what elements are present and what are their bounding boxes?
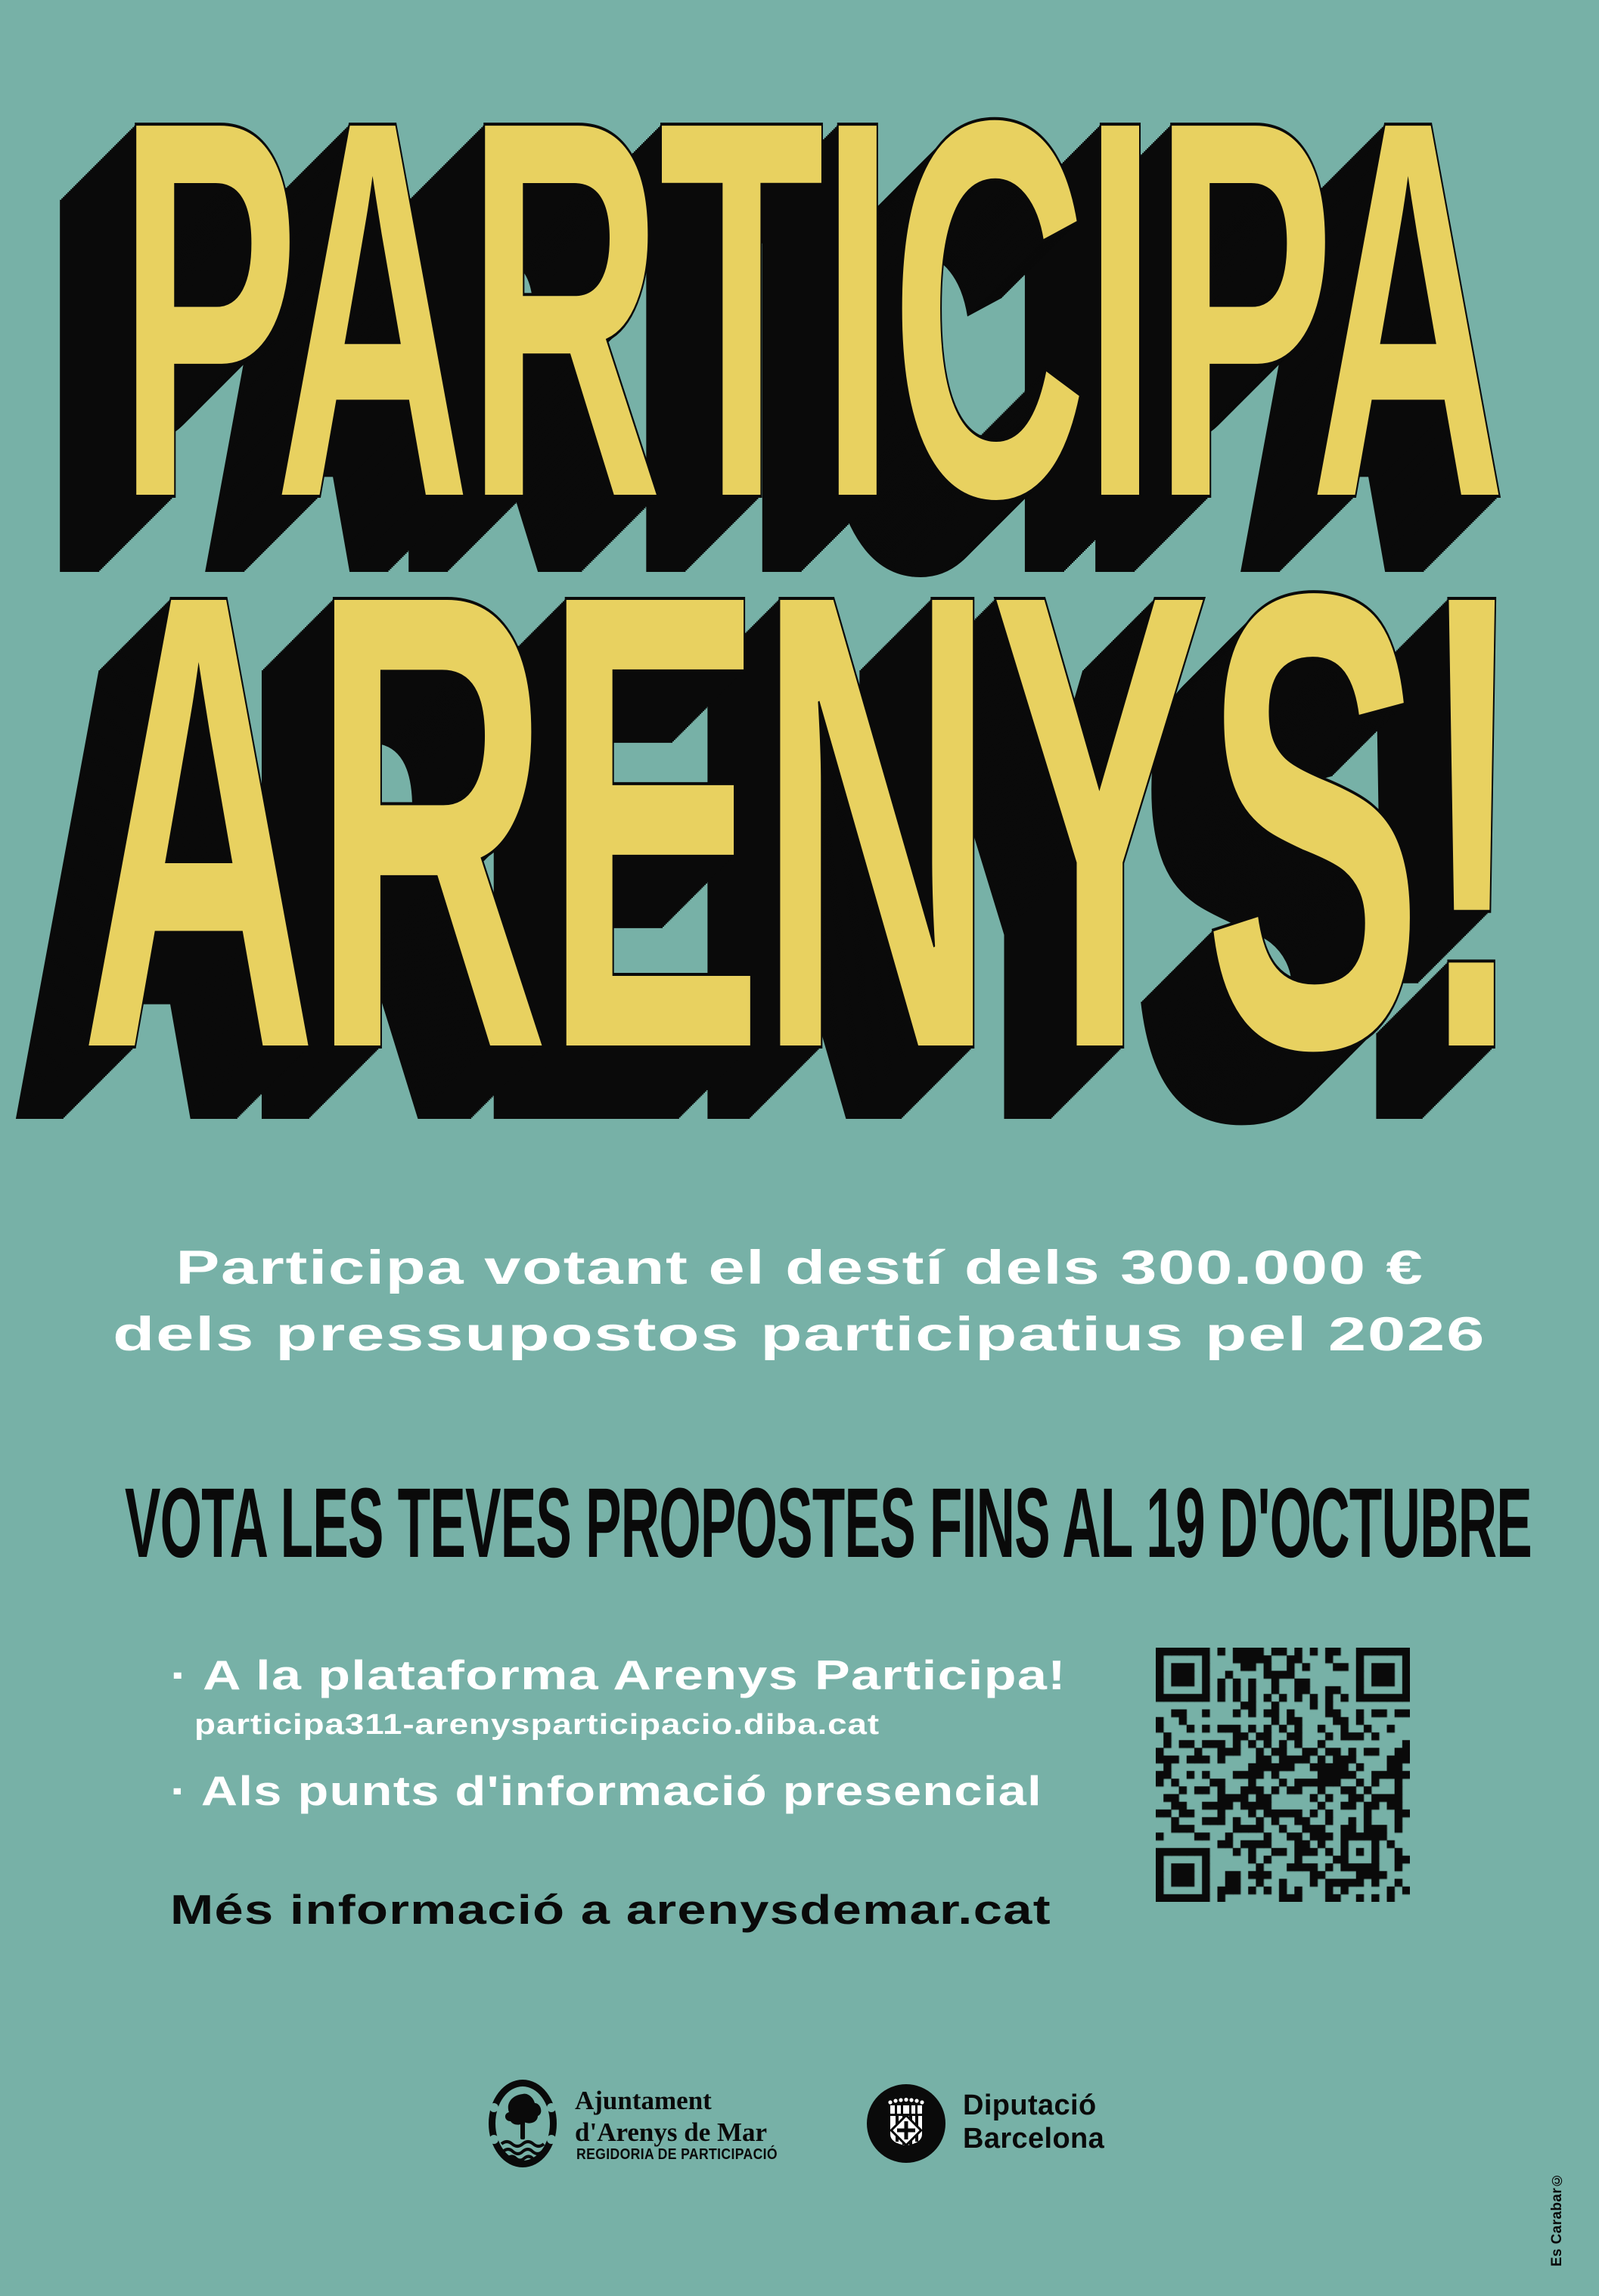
ajuntament-name-line1: Ajuntament: [575, 2086, 712, 2115]
bullet-platform-wrap: [170, 1651, 1067, 1698]
ajuntament-dept-wrap: [576, 2147, 805, 2163]
platform-url: participa311-arenysparticipacio.diba.cat: [194, 1709, 880, 1741]
ajuntament-department: REGIDORIA DE PARTICIPACIÓ: [576, 2146, 778, 2163]
qr-code: [1156, 1648, 1410, 1902]
bullet-infopoints: · Als punts d'informació presencial: [170, 1767, 1042, 1814]
more-info-line: Més informació a arenysdemar.cat: [170, 1886, 1051, 1933]
ajuntament-name-line2: d'Arenys de Mar: [575, 2117, 768, 2147]
ajuntament-seal-icon: [488, 2079, 557, 2168]
diputacio-seal-icon: [867, 2084, 945, 2163]
headline-line2: ARENYS!: [79, 457, 1520, 1185]
deadline-banner: VOTA LES TEVES PROPOSTES FINS AL 19 D'OCTUBRE: [125, 1467, 1532, 1578]
more-info-wrap: [170, 1886, 1051, 1933]
diputacio-name-line1: Diputació: [963, 2089, 1097, 2121]
subtitle-line1-text: Participa votant el destí dels 300.000 €: [175, 1241, 1424, 1294]
design-credit: Es Carabar©: [1549, 2171, 1565, 2266]
subtitle-line1: [0, 1241, 1599, 1294]
diputacio-name-line2: Barcelona: [963, 2123, 1105, 2155]
deadline-banner-wrap: [125, 1467, 1599, 1578]
subtitle-line2-text: dels pressupostos participatius pel 2026: [113, 1308, 1486, 1361]
subtitle-line2: [0, 1308, 1599, 1361]
bullet-platform-url-wrap: [194, 1709, 880, 1741]
bullet-platform: · A la plataforma Arenys Participa!: [170, 1651, 1067, 1698]
bullet-infopoints-wrap: [170, 1767, 1042, 1814]
headline-line1: PARTICIPA: [117, 7, 1501, 611]
